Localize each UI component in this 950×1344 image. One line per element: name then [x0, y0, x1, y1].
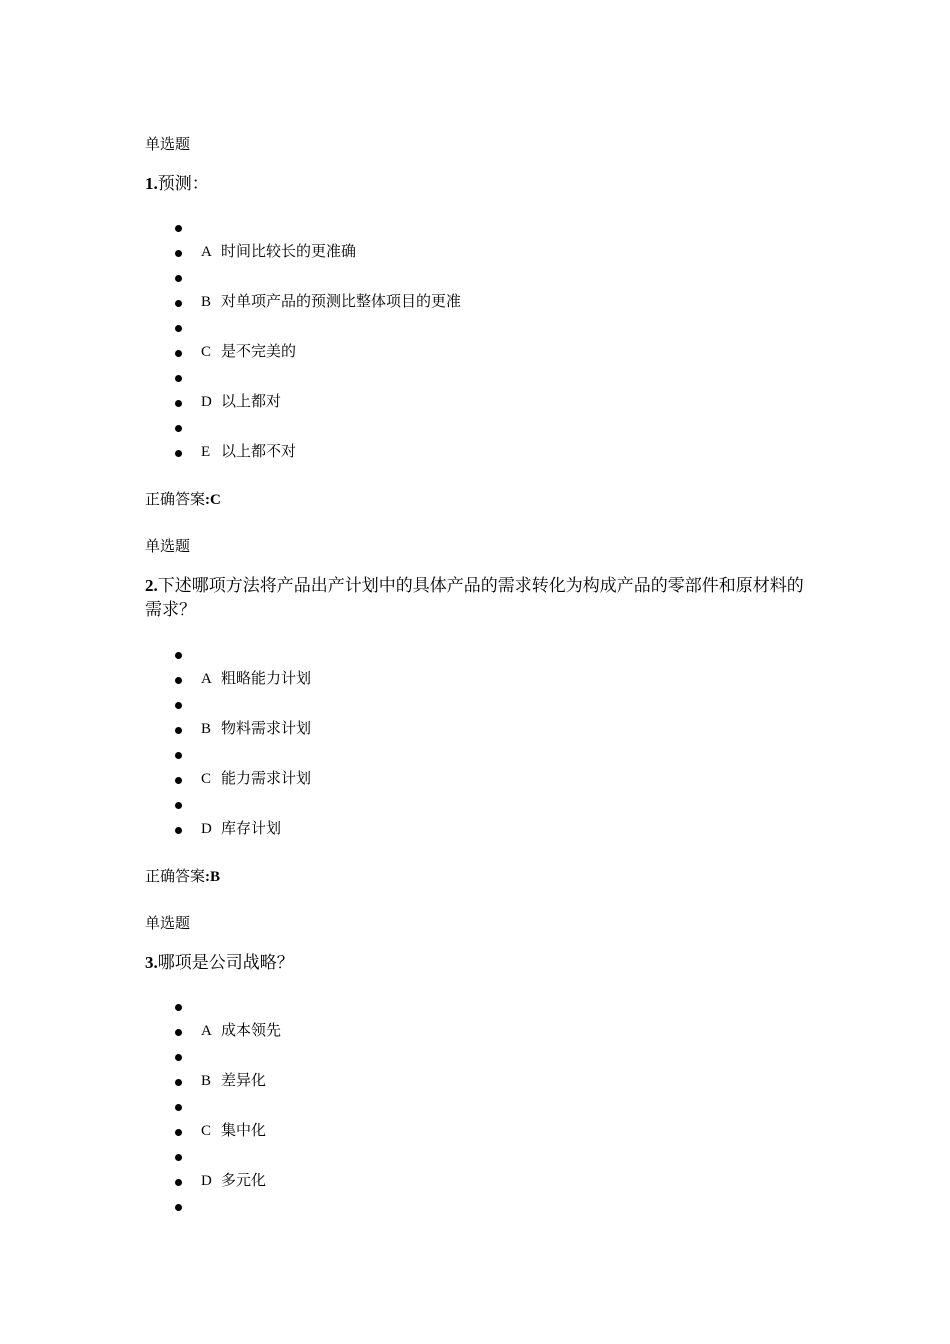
bullet-icon [175, 300, 182, 307]
bullet-icon [175, 1104, 182, 1111]
bullet-icon [175, 1204, 182, 1211]
option-item [145, 292, 845, 325]
question-text: 下述哪项方法将产品出产计划中的具体产品的需求转化为构成产品的零部件和原材料的需求？ [145, 576, 804, 620]
correct-answer [145, 489, 845, 510]
option-letter: A [201, 1023, 212, 1039]
answer-value: :B [205, 869, 221, 885]
option-text: 以上都不对 [221, 442, 297, 460]
question-number: 3. [145, 953, 158, 972]
bullet-icon [175, 1029, 182, 1036]
option-letter: D [201, 821, 212, 837]
question-text: 哪项是公司战略？ [157, 953, 294, 973]
bullet-icon [175, 727, 182, 734]
bullet-icon [175, 652, 182, 659]
question-title [145, 172, 845, 196]
bullet-icon [175, 702, 182, 709]
answer-value: :C [205, 492, 221, 508]
bullet-icon [175, 375, 182, 382]
answer-label: 正确答案 [145, 490, 206, 508]
option-text: 对单项产品的预测比整体项目的更准 [221, 292, 462, 310]
bullet-icon [175, 450, 182, 457]
option-text: 时间比较长的更准确 [221, 242, 357, 260]
option-item [145, 769, 845, 802]
option-text: 多元化 [221, 1171, 267, 1189]
question-title [145, 574, 815, 622]
option-list [145, 225, 845, 475]
option-text: 库存计划 [221, 819, 282, 837]
bullet-icon [175, 400, 182, 407]
question-text: 预测： [157, 174, 209, 194]
option-text: 能力需求计划 [221, 769, 312, 787]
option-letter: E [201, 444, 211, 460]
bullet-icon [175, 1154, 182, 1161]
correct-answer [145, 866, 845, 887]
option-item [145, 392, 845, 425]
option-letter: B [201, 294, 212, 310]
option-item [145, 242, 845, 275]
option-item [145, 1021, 845, 1054]
bullet-icon [175, 325, 182, 332]
option-text: 粗略能力计划 [221, 669, 312, 687]
option-letter: D [201, 394, 212, 410]
option-letter: C [201, 344, 212, 360]
bullet-icon [175, 752, 182, 759]
bullet-icon [175, 777, 182, 784]
option-text: 差异化 [221, 1071, 267, 1089]
question-type-label: 单选题 [145, 135, 191, 153]
bullet-icon [175, 1054, 182, 1061]
option-item [145, 342, 845, 375]
bullet-icon [175, 250, 182, 257]
option-text: 成本领先 [221, 1021, 282, 1039]
question-number: 2. [145, 576, 158, 595]
bullet-icon [175, 802, 182, 809]
bullet-icon [175, 350, 182, 357]
option-letter: C [201, 771, 212, 787]
option-letter: B [201, 721, 212, 737]
option-letter: A [201, 244, 212, 260]
bullet-icon [175, 1129, 182, 1136]
option-item [145, 819, 845, 852]
question-type-label: 单选题 [145, 537, 191, 555]
option-item [145, 1171, 845, 1204]
option-item [145, 1071, 845, 1104]
option-letter: D [201, 1173, 212, 1189]
bullet-icon [175, 1079, 182, 1086]
answer-label: 正确答案 [145, 867, 206, 885]
option-item [145, 1121, 845, 1154]
option-text: 以上都对 [221, 392, 282, 410]
option-item [145, 669, 845, 702]
bullet-icon [175, 1179, 182, 1186]
option-item [145, 442, 845, 475]
option-list [145, 1004, 845, 1229]
bullet-icon [175, 827, 182, 834]
option-letter: C [201, 1123, 212, 1139]
option-text: 集中化 [221, 1121, 267, 1139]
option-list [145, 652, 845, 852]
question-type-label: 单选题 [145, 914, 191, 932]
option-letter: B [201, 1073, 212, 1089]
bullet-icon [175, 425, 182, 432]
option-text: 是不完美的 [221, 342, 297, 360]
bullet-icon [175, 275, 182, 282]
option-letter: A [201, 671, 212, 687]
question-number: 1. [145, 174, 158, 193]
bullet-icon [175, 677, 182, 684]
question-title [145, 951, 845, 975]
bullet-icon [175, 225, 182, 232]
bullet-icon [175, 1004, 182, 1011]
empty-bullet-row [145, 1204, 845, 1229]
option-text: 物料需求计划 [221, 719, 312, 737]
option-item [145, 719, 845, 752]
